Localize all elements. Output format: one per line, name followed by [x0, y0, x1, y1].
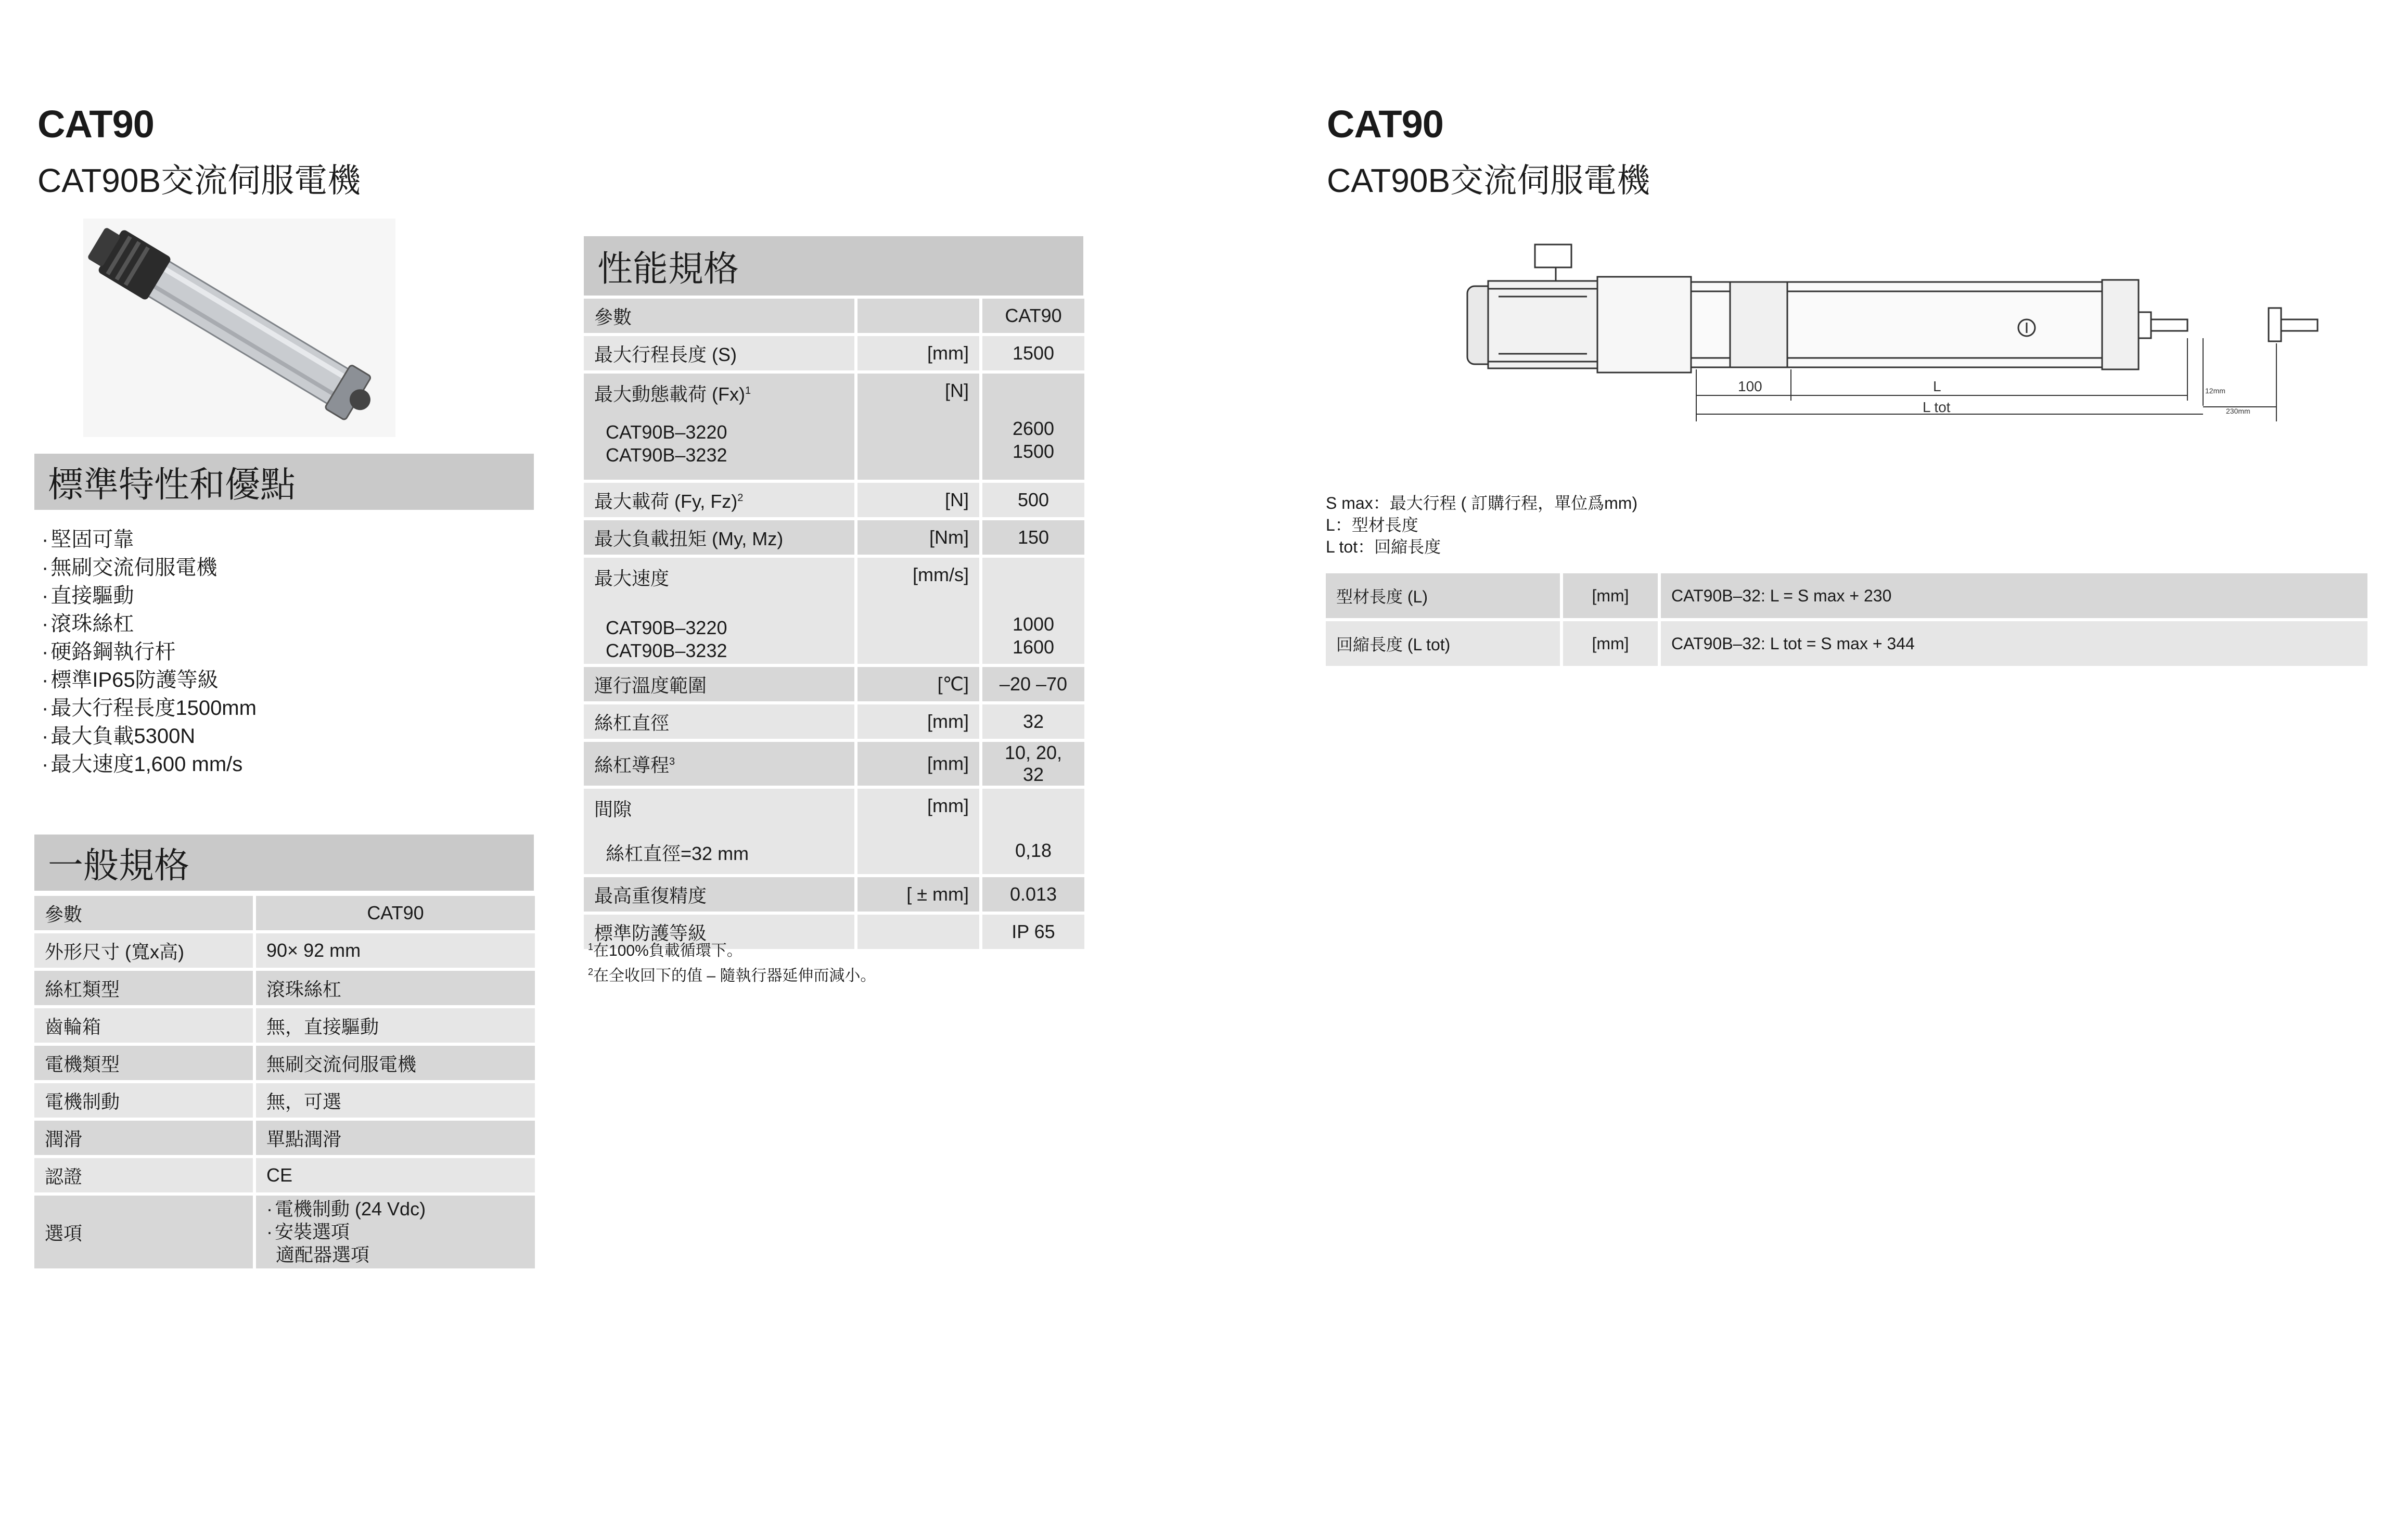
table-row: 標準防護等級 IP 65: [584, 915, 1084, 949]
dim-230-label: 230mm: [2226, 407, 2250, 415]
header-param: 參數: [584, 299, 854, 333]
dim-12-label: 12mm: [2205, 387, 2225, 395]
table-row: 最大負載扭矩 (My, Mz) [Nm] 150: [584, 520, 1084, 555]
left-page-title: CAT90: [37, 102, 154, 146]
table-row: 運行溫度範圍 [℃] –20 –70: [584, 667, 1084, 701]
table-row: 外形尺寸 (寬x高) 90× 92 mm: [34, 933, 535, 968]
table-row: 潤滑 單點潤滑: [34, 1121, 535, 1155]
table-row: 絲杠導程$^3$ [mm] 10, 20, 32: [584, 742, 1084, 786]
dim-L-label: L: [1933, 378, 1941, 394]
footnotes: [588, 936, 876, 986]
dim-100-label: 100: [1738, 378, 1762, 394]
right-page-subtitle: CAT90B交流伺服電機: [1327, 162, 1650, 199]
dimension-legend: S max：最大行程 ( 訂購行程，單位爲mm) L：型材長度 L tot：回縮長度: [1326, 494, 1638, 556]
table-row: 最大載荷 (Fy, Fz)$^2$ [N] 500: [584, 483, 1084, 517]
feature-item: · 硬鉻鋼執行杆: [42, 638, 257, 666]
features-list: [42, 525, 257, 778]
table-row: 絲杠直徑 [mm] 32: [584, 704, 1084, 739]
option-item: 適配器選項: [276, 1244, 370, 1265]
header-param: 參數: [34, 896, 253, 930]
table-row: 電機制動 無，可選: [34, 1083, 535, 1118]
table-row: 電機類型 無刷交流伺服電機: [34, 1046, 535, 1080]
feature-item: · 最大負載5300N: [42, 722, 257, 750]
table-row: 間隙 絲杠直徑=32 mm [mm] 0,18: [584, 789, 1084, 874]
table-row: 齒輪箱 無，直接驅動: [34, 1008, 535, 1043]
dim-Ltot-label: L tot: [1923, 399, 1951, 415]
feature-item: · 最大行程長度1500mm: [42, 694, 257, 722]
header-model: CAT90: [979, 299, 1084, 333]
dimension-table: [1326, 570, 2367, 669]
table-row: 最大行程長度 (S) [mm] 1500: [584, 336, 1084, 370]
feature-item: · 直接驅動: [42, 582, 257, 610]
dimension-drawing: [1457, 229, 2341, 437]
features-heading: 標準特性和優點: [34, 454, 534, 510]
table-row: 型材長度 (L) [mm] CAT90B–32: L = S max + 230: [1326, 573, 2367, 618]
feature-item: · 滾珠絲杠: [42, 610, 257, 638]
table-row: 認證 CE: [34, 1158, 535, 1192]
header-model: CAT90: [253, 896, 535, 930]
footnote-1: $^1$在100%負載循環下。: [588, 942, 742, 959]
table-row: 絲杠類型 滾珠絲杠: [34, 971, 535, 1005]
table-row: [34, 896, 535, 930]
feature-item: · 無刷交流伺服電機: [42, 554, 257, 582]
option-item: · 安裝選項: [266, 1221, 524, 1243]
footnote-2: $^2$在全收回下的值 – 隨執行器延伸而減小。: [588, 967, 876, 984]
table-row: [584, 299, 1084, 333]
table-row: 選項 · 電機制動 (24 Vdc) · 安裝選項 適配器選項: [34, 1196, 535, 1268]
feature-item: · 標準IP65防護等級: [42, 666, 257, 694]
general-spec-heading: 一般規格: [34, 835, 534, 891]
general-spec-table: [34, 893, 535, 1272]
table-row: 回縮長度 (L tot) [mm] CAT90B–32: L tot = S max + 344: [1326, 621, 2367, 666]
feature-item: · 最大速度1,600 mm/s: [42, 750, 257, 778]
left-page-subtitle: CAT90B交流伺服電機: [37, 162, 361, 199]
performance-spec-table: [584, 296, 1084, 952]
product-photo: [83, 219, 395, 437]
table-row: 最大動態載荷 $(Fx)^1$ CAT90B–3220 CAT90B–3232 [N] 2600 1500: [584, 374, 1084, 480]
table-row: 最高重復精度 [ ± mm] 0.013: [584, 877, 1084, 912]
feature-item: · 堅固可靠: [42, 525, 257, 554]
right-page-title: CAT90: [1327, 102, 1443, 146]
table-row: 最大速度 CAT90B–3220 CAT90B–3232 [mm/s] 1000 1600: [584, 558, 1084, 664]
option-item: · 電機制動 (24 Vdc): [266, 1198, 524, 1221]
performance-spec-heading: 性能規格: [584, 236, 1083, 296]
